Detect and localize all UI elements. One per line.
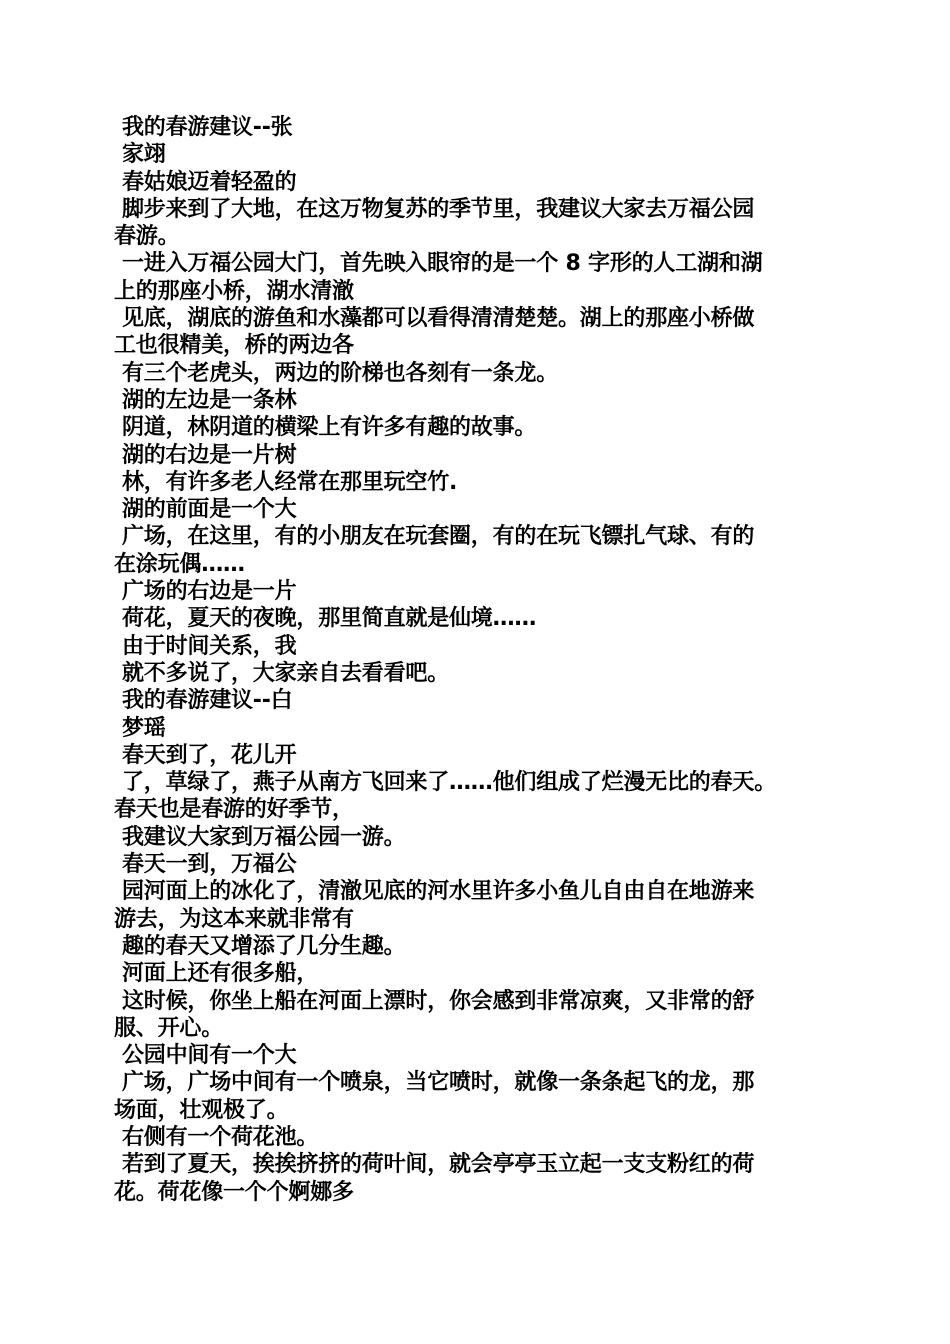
text-line: 服、开心。: [114, 1015, 224, 1041]
text-line: 湖的右边是一片树: [122, 442, 297, 468]
text-line: 场面，壮观极了。: [114, 1097, 289, 1123]
text-line: 河面上还有很多船，: [122, 961, 319, 987]
text-line: 右侧有一个荷花池。: [122, 1124, 319, 1150]
text-line: 春游。: [114, 224, 180, 250]
text-line: 家翊: [122, 142, 166, 168]
text-line: 广场的右边是一片: [122, 579, 297, 605]
text-line: 湖的左边是一条林: [122, 387, 297, 413]
document-body: [114, 114, 834, 1206]
text-line: 游去，为这本来就非常有: [114, 906, 354, 932]
text-line: 在涂玩偶……: [114, 551, 245, 577]
text-line: 湖的前面是一个大: [122, 497, 297, 523]
text-line: 我的春游建议--张: [122, 115, 293, 140]
text-line: 春天一到，万福公: [122, 852, 297, 878]
text-line: 花。荷花像一个个婀娜多: [114, 1179, 354, 1205]
text-line: 脚步来到了大地，在这万物复苏的季节里，我建议大家去万福公园: [122, 196, 755, 222]
text-line: 广场，在这里，有的小朋友在玩套圈，有的在玩飞镖扎气球、有的: [122, 524, 755, 550]
text-line: 就不多说了，大家亲自去看看吧。: [122, 660, 450, 686]
text-line: 公园中间有一个大: [122, 1043, 297, 1069]
text-line: 若到了夏天，挨挨挤挤的荷叶间，就会亭亭玉立起一支支粉红的荷: [122, 1152, 755, 1178]
text-line: 有三个老虎头，两边的阶梯也各刻有一条龙。: [122, 360, 559, 386]
text-line: 工也很精美，桥的两边各: [114, 333, 354, 359]
text-line: 见底，湖底的游鱼和水藻都可以看得清清楚楚。湖上的那座小桥做: [122, 306, 755, 332]
text-line: 了，草绿了，燕子从南方飞回来了……他们组成了烂漫无比的春天。: [122, 770, 777, 796]
text-line: 这时候，你坐上船在河面上漂时，你会感到非常凉爽，又非常的舒: [122, 988, 755, 1014]
text-line: 春天到了，花儿开: [122, 742, 297, 768]
text-line: 趣的春天又增添了几分生趣。: [122, 933, 406, 959]
text-line: 春姑娘迈着轻盈的: [122, 169, 297, 195]
text-line: 荷花，夏天的夜晚，那里简直就是仙境……: [122, 606, 537, 632]
text-line: 上的那座小桥，湖水清澈: [114, 278, 354, 304]
text-line: 林，有许多老人经常在那里玩空竹.: [122, 469, 458, 495]
text-line: 春天也是春游的好季节，: [114, 797, 354, 823]
text-line: 我的春游建议--白: [122, 688, 293, 714]
text-line: 由于时间关系，我: [122, 633, 297, 659]
text-line: 阴道，林阴道的横梁上有许多有趣的故事。: [122, 415, 537, 441]
text-line: 园河面上的冰化了，清澈见底的河水里许多小鱼儿自由自在地游来: [122, 879, 755, 905]
text-line: 一进入万福公园大门，首先映入眼帘的是一个 8 字形的人工湖和湖: [122, 251, 763, 277]
text-line: 梦瑶: [122, 715, 166, 741]
text-line: 我建议大家到万福公园一游。: [122, 824, 406, 850]
text-line: 广场，广场中间有一个喷泉，当它喷时，就像一条条起飞的龙，那: [122, 1070, 755, 1096]
